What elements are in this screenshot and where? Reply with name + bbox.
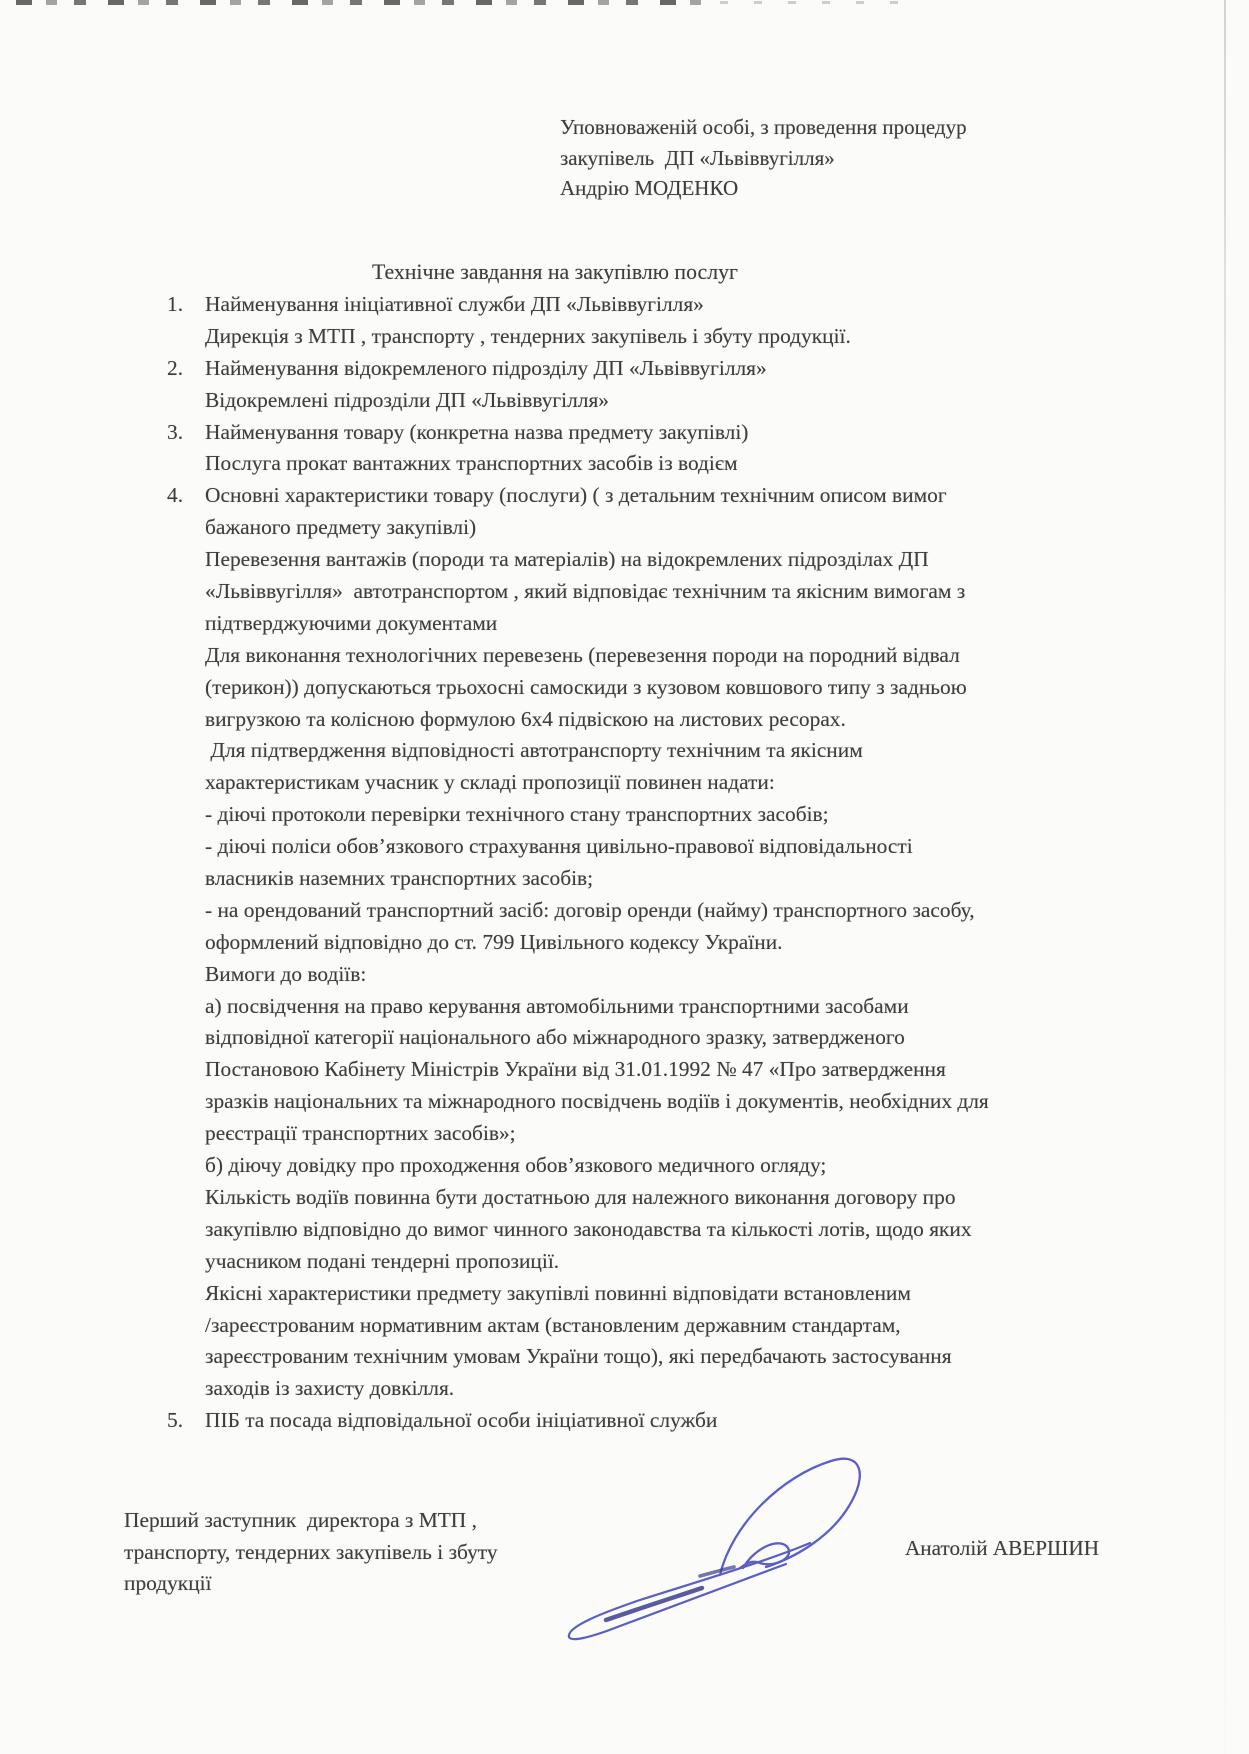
scan-artifact-top-right <box>720 1 900 4</box>
document-line: заходів із захисту довкілля. <box>205 1376 455 1401</box>
document-line: зареєстрованим технічним умовам України тощо), які передбачають застосування <box>205 1344 952 1369</box>
document-line: (терикон)) допускаються трьохосні самоскиди з кузовом ковшового типу з задньою <box>205 674 967 699</box>
document-line: бажаного предмету закупівлі) <box>205 515 477 540</box>
document-line: закупівлю відповідно до вимог чинного законодавства та кількості лотів, щодо яких <box>205 1216 972 1241</box>
list-number: 3. <box>167 419 184 444</box>
document-line: Для виконання технологічних перевезень (перевезення породи на породний відвал <box>205 642 960 667</box>
document-line: Перевезення вантажів (породи та матеріалів) на відокремлених підрозділах ДП <box>205 547 929 572</box>
document-line: а) посвідчення на право керування автомобільними транспортними засобами <box>205 993 909 1018</box>
document-line: оформлений відповідно до ст. 799 Цивільного кодексу України. <box>205 929 783 954</box>
signer-position-line: продукції <box>124 1571 212 1595</box>
list-number: 1. <box>167 292 184 316</box>
document-line: Відокремлені підрозділи ДП «Львіввугілля» <box>205 387 609 412</box>
document-line: 2. Найменування відокремленого підрозділу ДП «Львіввугілля» <box>205 353 1165 385</box>
scan-artifact-top <box>16 0 716 5</box>
document-line: характеристикам учасник у складі пропозиції повинен надати: <box>205 770 775 795</box>
document-line: - діючі поліси обов’язкового страхування цивільно-правової відповідальності <box>205 834 913 859</box>
document-line: Кількість водіїв повинна бути достатньою для належного виконання договору про <box>205 1184 956 1209</box>
recipient-line: закупівель ДП «Львіввугілля» <box>560 145 835 170</box>
signer-name: Анатолій АВЕРШИН <box>905 1536 1100 1560</box>
recipient-line: Андрію МОДЕНКО <box>560 176 739 200</box>
handwritten-signature-ink <box>550 1448 900 1668</box>
document-line: «Львіввугілля» автотранспортом , який відповідає технічним та якісним вимогам з <box>205 579 966 604</box>
document-line: Якісні характеристики предмету закупівлі повинні відповідати встановленим <box>205 1280 911 1305</box>
list-number: 4. <box>167 483 184 508</box>
document-line: Постановою Кабінету Міністрів України від 31.01.1992 № 47 «Про затвердження <box>205 1057 946 1082</box>
document-line: б) діючу довідку про проходження обов’язкового медичного огляду; <box>205 1153 827 1178</box>
document-line: підтверджуючими документами <box>205 610 498 635</box>
document-title: Технічне завдання на закупівлю послуг <box>372 260 738 284</box>
document-line: реєстрації транспортних засобів»; <box>205 1121 516 1146</box>
document-body <box>167 289 1165 1437</box>
document-line: учасником подані тендерні пропозиції. <box>205 1248 560 1273</box>
document-line: /зареєстрованим нормативним актам (встановленим державним стандартам, <box>205 1312 901 1337</box>
document-line: 4. Основні характеристики товару (послуги) ( з детальним технічним описом вимог <box>205 480 1165 512</box>
document-line: зразків національних та міжнародного посвідчень водіїв і документів, необхідних для <box>205 1089 989 1114</box>
document-line: - на орендований транспортний засіб: договір оренди (найму) транспортного засобу, <box>205 897 975 922</box>
document-line: 1. Найменування ініціативної служби ДП «Львіввугілля» <box>205 289 1165 321</box>
recipient-line: Уповноваженій особі, з проведення процедур <box>560 115 967 139</box>
document-line: відповідної категорії національного або міжнародного зразку, затвердженого <box>205 1025 905 1050</box>
document-line: 5. ПІБ та посада відповідальної особи ініціативної служби <box>205 1405 1165 1437</box>
document-line: Вимоги до водіїв: <box>205 961 367 986</box>
recipient-block <box>560 112 967 204</box>
signer-position-line: транспорту, тендерних закупівель і збуту <box>124 1539 498 1564</box>
scan-artifact-right-edge <box>1224 0 1226 1754</box>
document-line: власників наземних транспортних засобів; <box>205 866 594 891</box>
list-number: 5. <box>167 1408 184 1433</box>
document-line: - діючі протоколи перевірки технічного стану транспортних засобів; <box>205 802 829 827</box>
document-line: Дирекція з МТП , транспорту , тендерних закупівель і збуту продукції. <box>205 323 851 348</box>
document-line: 3. Найменування товару (конкретна назва предмету закупівлі) <box>205 417 1165 449</box>
document-line: Для підтвердження відповідності автотранспорту технічним та якісним <box>205 738 863 763</box>
signer-position-line: Перший заступник директора з МТП , <box>124 1508 477 1532</box>
document-line: вигрузкою та колісною формулою 6х4 підвіскою на листових ресорах. <box>205 706 846 731</box>
signer-position-block <box>124 1505 498 1600</box>
document-line: Послуга прокат вантажних транспортних засобів із водієм <box>205 451 738 476</box>
list-number: 2. <box>167 355 184 380</box>
